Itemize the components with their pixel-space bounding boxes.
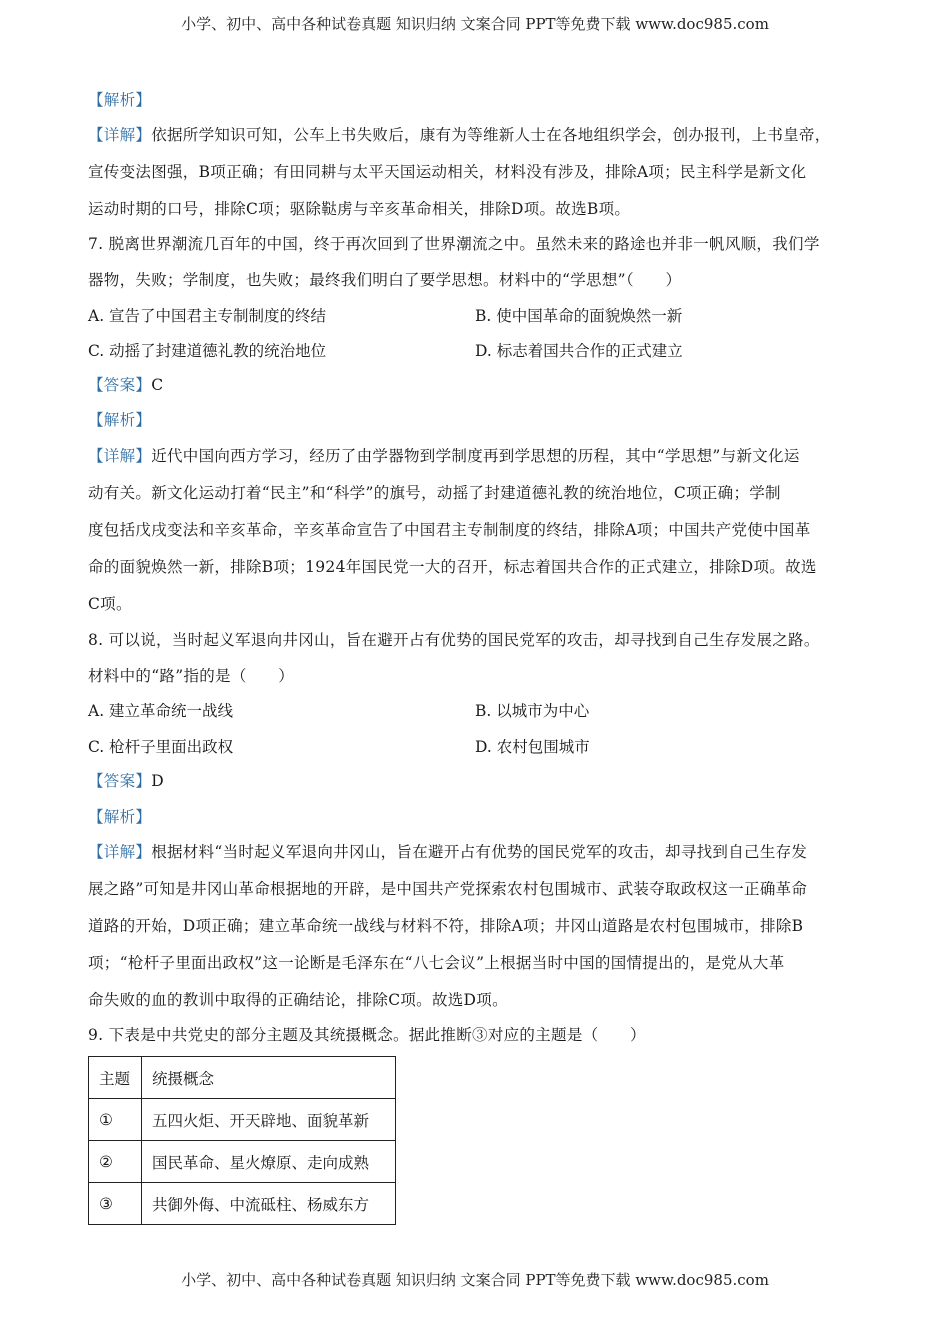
- q8-detail-line-2: 展之路”可知是井冈山革命根据地的开辟，是中国共产党探索农村包围城市、武装夺取政权这一正确革命: [88, 880, 808, 898]
- table-header-concept: 统摄概念: [142, 1057, 396, 1099]
- table-row: [89, 1141, 396, 1183]
- q8-option-c: C. 枪杆子里面出政权: [88, 738, 234, 756]
- q7-detail-text-1: 近代中国向西方学习，经历了由学器物到学制度再到学思想的历程，其中“学思想”与新文化运: [151, 447, 800, 465]
- q7-answer: [88, 373, 163, 397]
- q8-option-d: D. 农村包围城市: [475, 738, 590, 756]
- q8-detail-line-1: [88, 840, 807, 864]
- q7-answer-value: C: [151, 376, 164, 394]
- table-cell-theme: ①: [89, 1099, 142, 1141]
- q7-option-a: A. 宣告了中国君主专制制度的终结: [88, 307, 327, 325]
- q7-option-d: D. 标志着国共合作的正式建立: [475, 342, 683, 360]
- table-row: [89, 1099, 396, 1141]
- prev-analysis-label: 【解析】: [88, 91, 152, 109]
- table-cell-theme: ②: [89, 1141, 142, 1183]
- prev-detail-label: 【详解】: [88, 126, 152, 144]
- table-header-theme: 主题: [89, 1057, 142, 1099]
- q8-stem-line-1: 8. 可以说，当时起义军退向井冈山，旨在避开占有优势的国民党军的攻击，却寻找到自己生存发展之路。: [88, 631, 820, 649]
- q8-option-b: B. 以城市为中心: [475, 702, 590, 720]
- prev-detail-text-1: 依据所学知识可知，公车上书失败后，康有为等维新人士在各地组织学会，创办报刊，上书皇帝，: [151, 126, 831, 144]
- q8-detail-text-1: 根据材料“当时起义军退向井冈山，旨在避开占有优势的国民党军的攻击，却寻找到自己生存发: [151, 843, 808, 861]
- q7-detail-label: 【详解】: [88, 447, 152, 465]
- q7-option-b: B. 使中国革命的面貌焕然一新: [475, 307, 683, 325]
- q7-detail-line-4: 命的面貌焕然一新，排除B项；1924年国民党一大的召开，标志着国共合作的正式建立，排除D项。故选: [88, 558, 817, 576]
- q8-answer-value: D: [151, 772, 164, 790]
- q8-detail-line-4: 项；“枪杆子里面出政权”这一论断是毛泽东在“八七会议”上根据当时中国的国情提出的，是党从大革: [88, 954, 785, 972]
- page-header: 小学、初中、高中各种试卷真题 知识归纳 文案合同 PPT等免费下载 www.doc985.com: [181, 15, 769, 33]
- prev-detail-line-1: [88, 123, 831, 147]
- q9-stem: 9. 下表是中共党史的部分主题及其统摄概念。据此推断③对应的主题是（ ）: [88, 1026, 646, 1044]
- q7-stem-line-2: 器物，失败；学制度，也失败；最终我们明白了要学思想。材料中的“学思想”（ ）: [88, 271, 682, 289]
- q8-detail-line-5: 命失败的血的教训中取得的正确结论，排除C项。故选D项。: [88, 991, 508, 1009]
- q8-answer: [88, 769, 164, 793]
- q8-answer-label: 【答案】: [88, 772, 152, 790]
- q7-detail-line-2: 动有关。新文化运动打着“民主”和“科学”的旗号，动摇了封建道德礼教的统治地位，C项正确；学制: [88, 484, 781, 502]
- table-header-row: [89, 1057, 396, 1099]
- q8-stem-line-2: 材料中的“路”指的是（ ）: [88, 667, 295, 685]
- q7-detail-line-1: [88, 444, 800, 468]
- table-cell-theme: ③: [89, 1183, 142, 1225]
- q8-analysis-label: 【解析】: [88, 808, 152, 826]
- q7-answer-label: 【答案】: [88, 376, 152, 394]
- table-cell-concept: 国民革命、星火燎原、走向成熟: [142, 1141, 396, 1183]
- q8-detail-label: 【详解】: [88, 843, 152, 861]
- q7-option-c: C. 动摇了封建道德礼教的统治地位: [88, 342, 327, 360]
- q7-analysis-label: 【解析】: [88, 411, 152, 429]
- q8-option-a: A. 建立革命统一战线: [88, 702, 234, 720]
- q7-detail-line-3: 度包括戊戌变法和辛亥革命，辛亥革命宣告了中国君主专制制度的终结，排除A项；中国共产党使中国革: [88, 521, 811, 539]
- q7-stem-line-1: 7. 脱离世界潮流几百年的中国，终于再次回到了世界潮流之中。虽然未来的路途也并非一帆风顺，我们学: [88, 235, 820, 253]
- table-cell-concept: 五四火炬、开天辟地、面貌革新: [142, 1099, 396, 1141]
- table-row: [89, 1183, 396, 1225]
- q9-table: [88, 1056, 396, 1225]
- table-cell-concept: 共御外侮、中流砥柱、杨威东方: [142, 1183, 396, 1225]
- prev-detail-line-3: 运动时期的口号，排除C项；驱除鞑虏与辛亥革命相关，排除D项。故选B项。: [88, 200, 631, 218]
- q7-detail-line-5: C项。: [88, 595, 132, 613]
- q8-detail-line-3: 道路的开始，D项正确；建立革命统一战线与材料不符，排除A项；井冈山道路是农村包围城市，排除B: [88, 917, 804, 935]
- prev-detail-line-2: 宣传变法图强，B项正确；有田同耕与太平天国运动相关，材料没有涉及，排除A项；民主科学是新文化: [88, 163, 807, 181]
- page-footer: 小学、初中、高中各种试卷真题 知识归纳 文案合同 PPT等免费下载 www.doc985.com: [181, 1271, 769, 1289]
